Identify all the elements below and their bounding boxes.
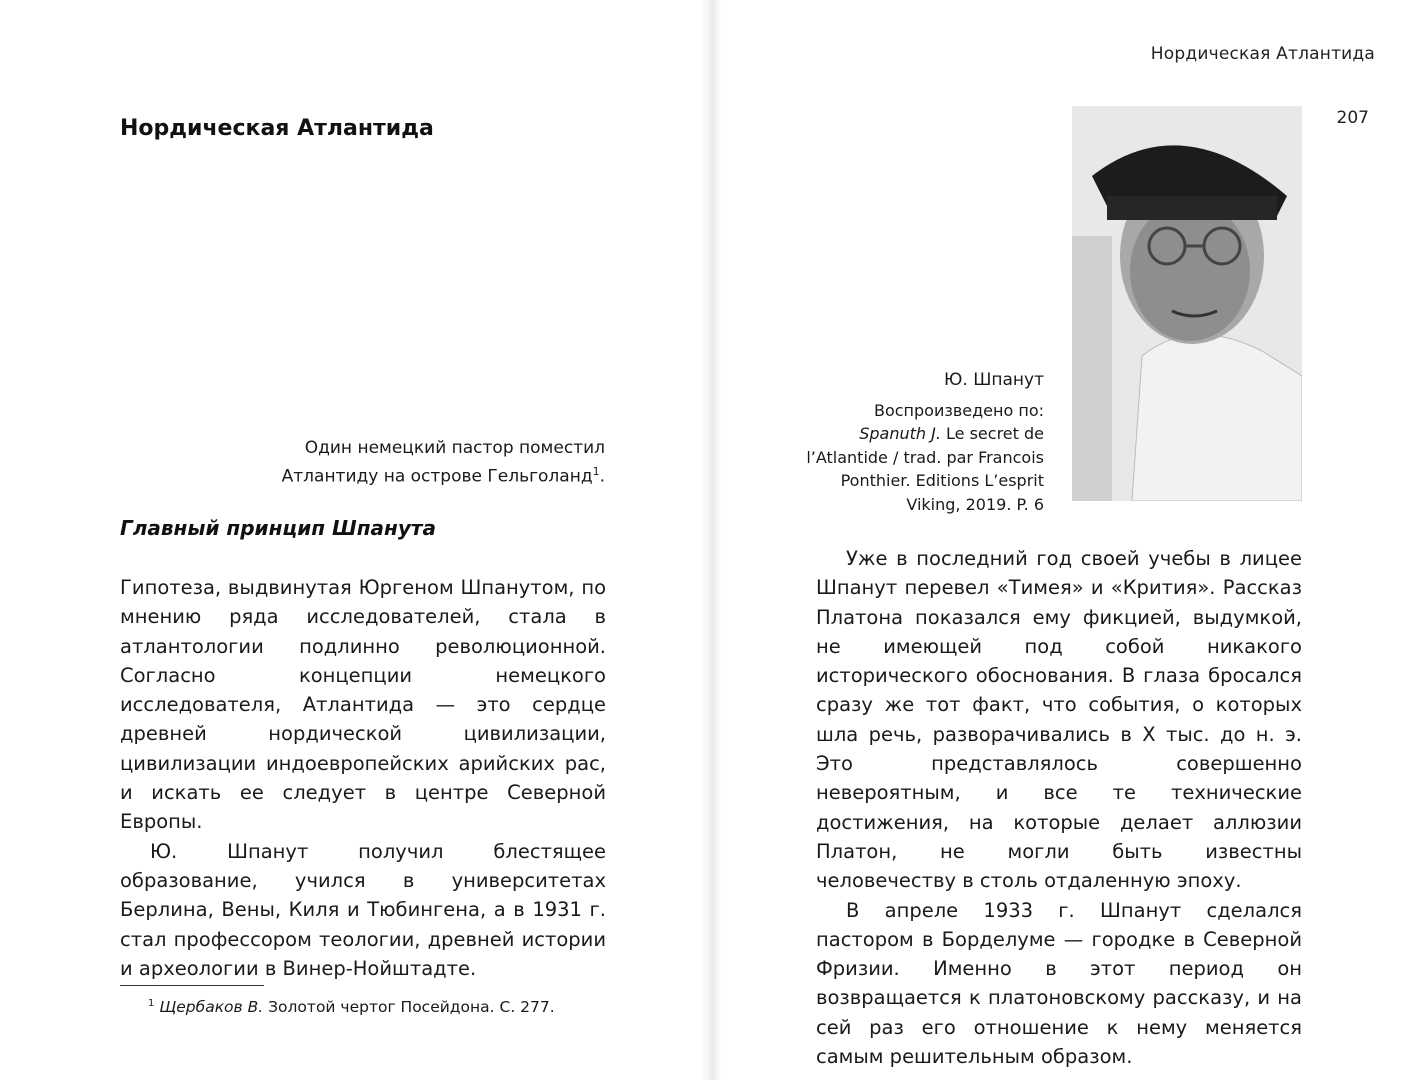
page-number: 207	[1336, 108, 1369, 128]
footnote-ref: 1	[592, 465, 600, 478]
photo-caption	[784, 369, 1044, 517]
caption-credit-prefix: Воспроизведено по:	[873, 400, 1044, 420]
portrait-photo	[1072, 106, 1302, 501]
chapter-title: Нордическая Атлантида	[120, 116, 434, 141]
epigraph-line: Атлантиду на острове Гельголанд$^1$.	[281, 465, 605, 487]
footnote-author: Щербаков В.	[159, 998, 264, 1017]
running-header: Нордическая Атлантида	[1150, 44, 1375, 64]
footnote-number: 1	[148, 998, 155, 1009]
right-column-text	[816, 544, 1302, 1071]
footnote-divider	[120, 985, 264, 986]
epigraph	[185, 437, 605, 489]
section-title: Главный принцип Шпанута	[120, 516, 436, 540]
caption-name: Ю. Шпанут	[944, 370, 1044, 390]
paragraph: Уже в последний год своей учебы в лицее Шпанут перевел «Тимея» и «Крития». Рассказ Платона показался ему фикцией, выдумкой, не имеющей под собой никакого исторического обоснования. В глаза бросался сразу же тот факт, что события, о которых шла речь, разворачивались в X тыс. до н. э. Это представлялось совершенно невероятным, и все те технические достижения, на которые делает аллюзии Платон, не могли быть известны человечеству в столь отдаленную эпоху.	[816, 547, 1302, 893]
portrait-illustration	[1072, 106, 1302, 501]
paragraph: Ю. Шпанут получил блестящее образование, учился в университетах Берлина, Вены, Киля и Тюбингена, а в 1931 г. стал профессором теологии, древней истории и археологии в Винер-Нойштадте.	[120, 839, 606, 980]
footnote	[148, 998, 555, 1016]
paragraph: В апреле 1933 г. Шпанут сделался пастором в Борделуме — городке в Северной Фризии. Именно в этот период он возвращается к платоновскому рассказу, и на сей раз его отношение к нему меняется самым решительным образом.	[816, 898, 1302, 1069]
left-column-text	[120, 573, 606, 983]
book-gutter	[700, 0, 722, 1080]
epigraph-line: Один немецкий пастор поместил	[304, 438, 605, 458]
paragraph: Гипотеза, выдвинутая Юргеном Шпанутом, по мнению ряда исследователей, стала в атлантологии подлинно революционной. Согласно концепции немецкого исследователя, Атлантида — это сердце древней нордической цивилизации, цивилизации индоевропейских арийских рас, и искать ее следует в центре Северной Европы.	[120, 576, 606, 834]
caption-credit: Spanuth J. Le secret de l’Atlantide / trad. par Francois Ponthier. Editions L’esprit Viking, 2019. P. 6	[806, 424, 1044, 514]
footnote-text: Золотой чертог Посейдона. С. 277.	[263, 998, 555, 1017]
